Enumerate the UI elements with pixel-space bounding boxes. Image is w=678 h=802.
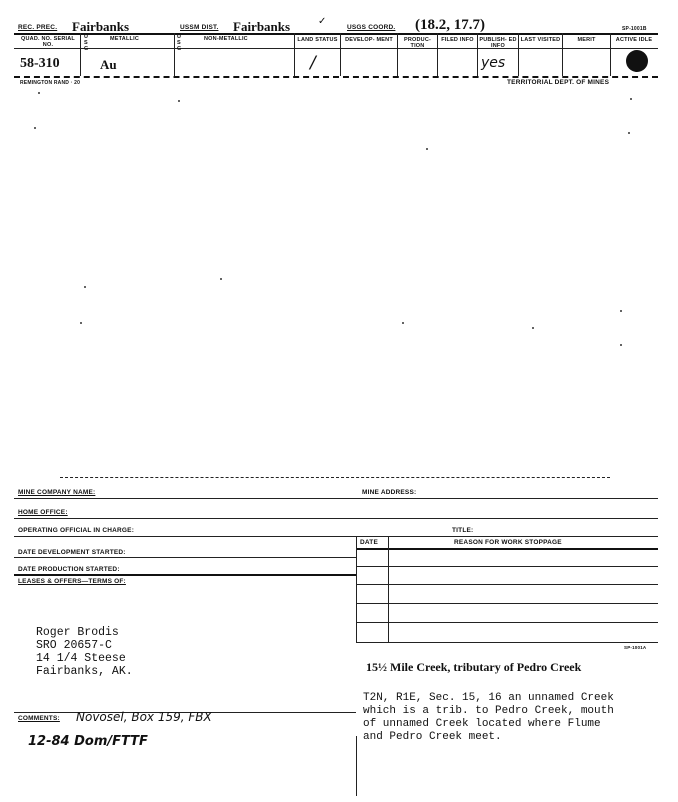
table-row-rule — [356, 622, 658, 623]
table-row-rule — [356, 642, 658, 643]
col-divider — [80, 33, 81, 76]
form-number: SP-1001B — [622, 26, 647, 32]
speck — [630, 98, 632, 100]
col-divider — [294, 33, 295, 76]
lessee-line-4: Fairbanks, AK. — [36, 665, 133, 678]
col-active-idle: ACTIVE IDLE — [615, 37, 653, 43]
mine-company-name-label: MINE COMPANY NAME: — [18, 489, 96, 496]
speck — [426, 148, 428, 150]
location-desc-line-4: and Pedro Creek meet. — [363, 731, 502, 743]
col-divider — [562, 33, 563, 76]
land-status-value: / — [310, 53, 316, 73]
col-land-status: LAND STATUS — [297, 37, 338, 43]
rec-prec-value: Fairbanks — [72, 19, 130, 34]
ussm-dist-label: USSM DIST. — [180, 24, 219, 31]
metallic-value: Au — [100, 57, 117, 72]
active-punch-hole — [626, 50, 648, 72]
rule — [14, 557, 356, 558]
lessee-line-3: 14 1/4 Steese — [36, 652, 126, 665]
col-development: DEVELOP- MENT — [345, 37, 393, 43]
divider — [356, 736, 357, 796]
footer-left-text: REMINGTON RAND · 20 — [20, 80, 81, 86]
title-label: TITLE: — [452, 527, 474, 534]
col-nonmetallic: NON-METALLIC — [204, 36, 248, 42]
rule — [14, 498, 658, 499]
mine-address-label: MINE ADDRESS: — [362, 489, 417, 496]
col-merit: MERIT — [577, 37, 596, 43]
leases-label: LEASES & OFFERS—TERMS OF: — [18, 578, 126, 585]
reason-col-label: REASON FOR WORK STOPPAGE — [454, 539, 562, 546]
ussm-dist-value: Fairbanks — [233, 19, 291, 34]
row-bottom-rule — [14, 76, 658, 78]
col-divider — [477, 33, 478, 76]
col-divider — [437, 33, 438, 76]
date-col-label: DATE — [360, 539, 379, 546]
table-row-rule — [356, 584, 658, 585]
quad-serial-value: 58-310 — [20, 56, 60, 71]
speck — [34, 127, 36, 129]
speck — [402, 322, 404, 324]
speck — [220, 278, 222, 280]
col-us-metallic: U S G — [84, 34, 89, 52]
lessee-line-2: SRO 20657-C — [36, 639, 112, 652]
rule — [14, 518, 658, 519]
col-divider — [340, 33, 341, 76]
rec-prec-label: REC. PREC. — [18, 24, 58, 31]
usgs-coord-value: (18.2, 17.7) — [415, 17, 485, 33]
col-metallic: METALLIC — [110, 36, 139, 42]
rule — [14, 574, 356, 576]
note-date: 12-84 Dom/FTTF — [28, 734, 148, 749]
location-desc-line-1: T2N, R1E, Sec. 15, 16 an unnamed Creek — [363, 692, 614, 704]
location-desc-line-2: which is a trib. to Pedro Creek, mouth — [363, 705, 614, 717]
lessee-line-1: Roger Brodis — [36, 626, 119, 639]
speck — [84, 286, 86, 288]
table-left-border — [356, 536, 357, 642]
location-desc-line-3: of unnamed Creek located where Flume — [363, 718, 601, 730]
footer-right-text: TERRITORIAL DEPT. OF MINES — [507, 79, 610, 86]
col-quad-serial: QUAD. NO. SERIAL NO. — [21, 36, 75, 48]
speck — [628, 132, 630, 134]
date-development-label: DATE DEVELOPMENT STARTED: — [18, 549, 126, 556]
fold-line — [60, 477, 610, 478]
table-row-rule — [356, 566, 658, 567]
col-divider — [518, 33, 519, 76]
speck — [80, 322, 82, 324]
speck — [178, 100, 180, 102]
form-number-2: SP-1001A — [624, 645, 647, 650]
speck — [620, 310, 622, 312]
table-header-rule — [356, 548, 658, 550]
table-date-divider — [388, 536, 389, 642]
col-published-info: PUBLISH- ED INFO — [479, 37, 517, 49]
rule — [14, 536, 658, 537]
checkmark-icon: ✓ — [318, 16, 327, 27]
col-filed-info: FILED INFO — [441, 37, 474, 43]
published-info-value: yes — [481, 55, 506, 71]
col-divider — [174, 33, 175, 76]
operating-official-label: OPERATING OFFICIAL IN CHARGE: — [18, 527, 135, 534]
table-row-rule — [356, 603, 658, 604]
location-title: 15½ Mile Creek, tributary of Pedro Creek — [366, 660, 582, 674]
comments-value: Novosel, Box 159, FBX — [76, 710, 212, 724]
speck — [620, 344, 622, 346]
col-divider — [397, 33, 398, 76]
col-us-nonmetallic: U S G — [177, 34, 182, 52]
date-production-label: DATE PRODUCTION STARTED: — [18, 566, 120, 573]
col-production: PRODUC- TION — [403, 37, 432, 49]
usgs-coord-label: USGS COORD. — [347, 24, 396, 31]
comments-label: COMMENTS: — [18, 715, 60, 722]
home-office-label: HOME OFFICE: — [18, 509, 68, 516]
col-divider — [610, 33, 611, 76]
col-last-visited: LAST VISITED — [520, 37, 561, 43]
speck — [38, 92, 40, 94]
speck — [532, 327, 534, 329]
